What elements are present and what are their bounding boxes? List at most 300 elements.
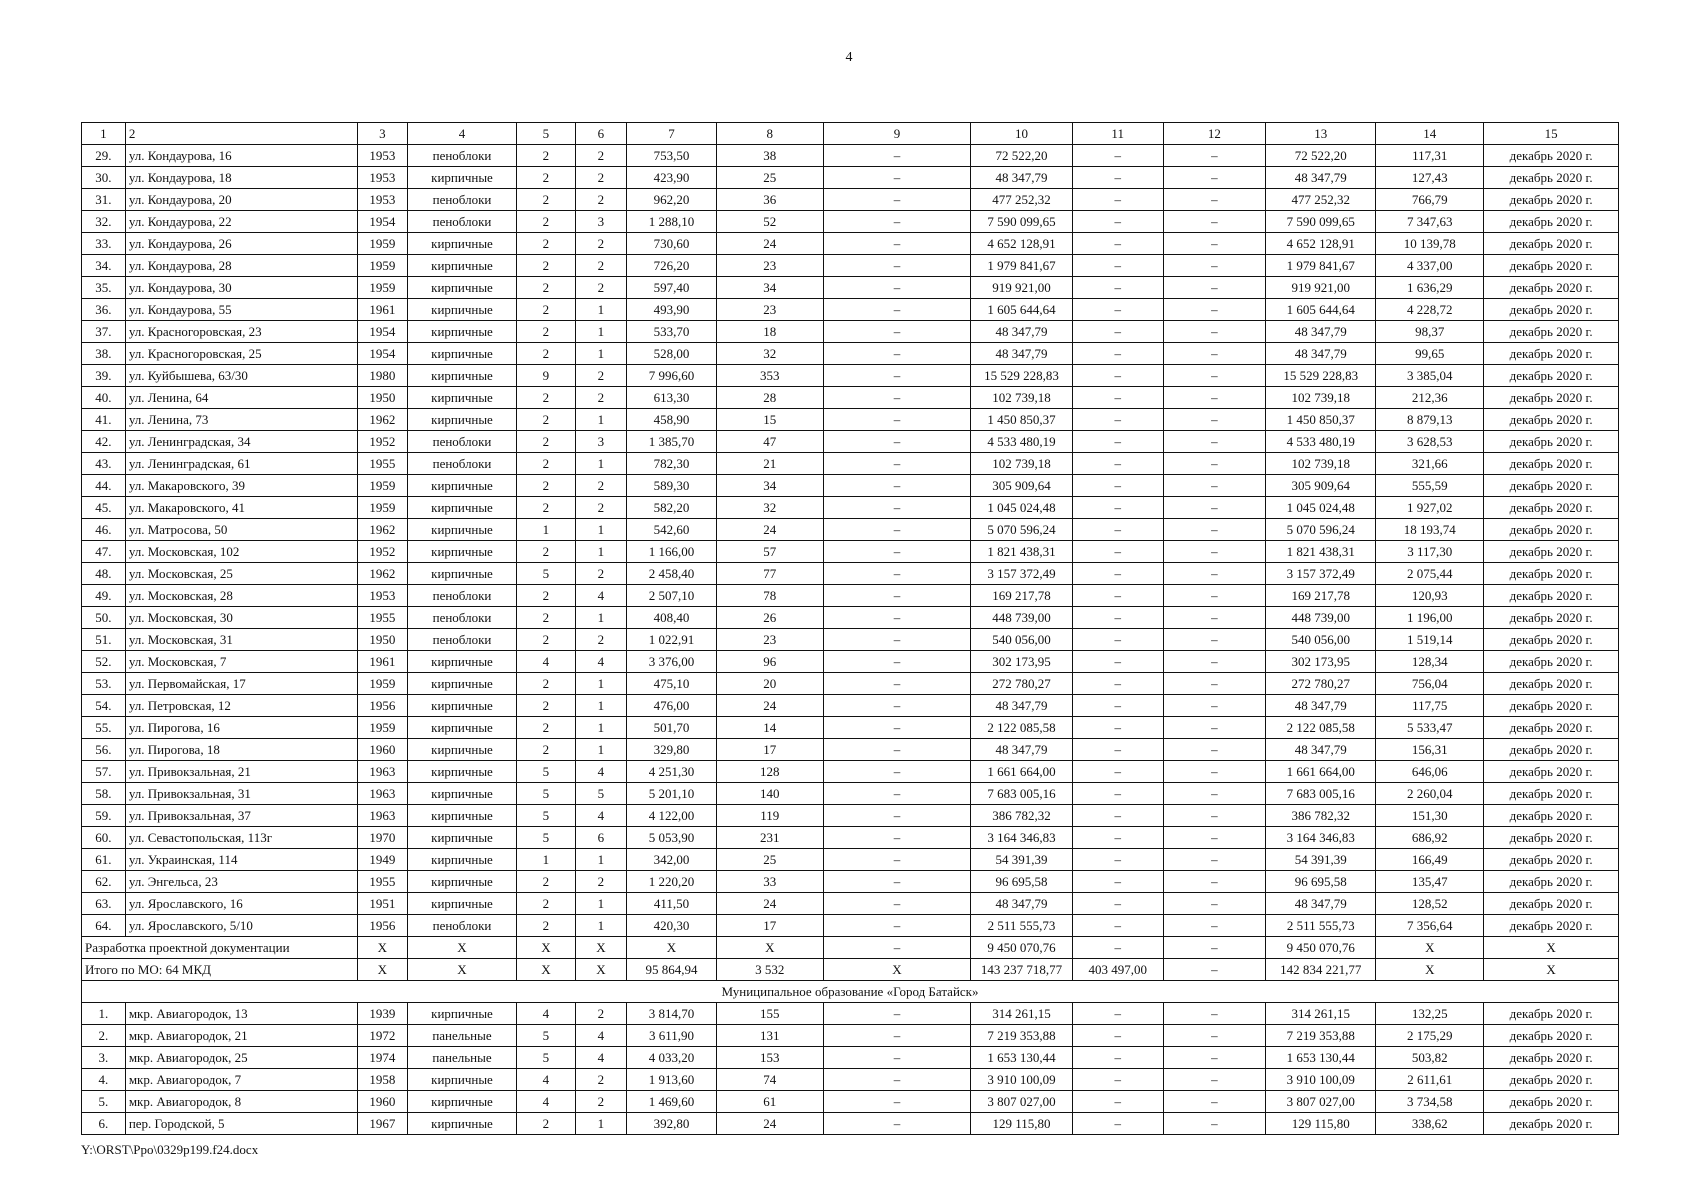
table-cell: X bbox=[1484, 937, 1619, 959]
table-row bbox=[82, 343, 1619, 365]
table-cell: 386 782,32 bbox=[971, 805, 1073, 827]
table-cell: 1 bbox=[575, 541, 626, 563]
table-cell: 35. bbox=[82, 277, 126, 299]
table-cell: 132,25 bbox=[1376, 1003, 1484, 1025]
table-cell: 4 bbox=[575, 651, 626, 673]
table-cell: – bbox=[823, 343, 971, 365]
table-row bbox=[82, 233, 1619, 255]
table-cell: 5. bbox=[82, 1091, 126, 1113]
table-cell: 3 385,04 bbox=[1376, 365, 1484, 387]
table-row bbox=[82, 497, 1619, 519]
table-cell: кирпичные bbox=[407, 233, 516, 255]
table-cell: – bbox=[823, 1069, 971, 1091]
table-cell: декабрь 2020 г. bbox=[1484, 893, 1619, 915]
table-cell: 58. bbox=[82, 783, 126, 805]
table-cell: – bbox=[1163, 255, 1266, 277]
table-cell: 48 347,79 bbox=[971, 321, 1073, 343]
table-cell: – bbox=[1072, 497, 1163, 519]
table-cell: 2 bbox=[517, 189, 576, 211]
table-cell: 1954 bbox=[357, 343, 407, 365]
table-cell: – bbox=[1163, 563, 1266, 585]
table-cell: 2 bbox=[517, 893, 576, 915]
table-cell: декабрь 2020 г. bbox=[1484, 805, 1619, 827]
table-cell: 1972 bbox=[357, 1025, 407, 1047]
table-cell: ул. Ярославского, 5/10 bbox=[125, 915, 357, 937]
table-cell: – bbox=[1163, 1047, 1266, 1069]
table-cell: – bbox=[1163, 343, 1266, 365]
table-cell: кирпичные bbox=[407, 805, 516, 827]
table-cell: кирпичные bbox=[407, 849, 516, 871]
table-cell: – bbox=[1072, 739, 1163, 761]
table-cell: 3 910 100,09 bbox=[1266, 1069, 1376, 1091]
table-cell: – bbox=[1163, 277, 1266, 299]
table-cell: X bbox=[823, 959, 971, 981]
table-cell: 127,43 bbox=[1376, 167, 1484, 189]
table-cell: ул. Ленинградская, 61 bbox=[125, 453, 357, 475]
table-cell: 9 bbox=[823, 123, 971, 145]
table-cell: 3 628,53 bbox=[1376, 431, 1484, 453]
table-cell: 1 bbox=[575, 409, 626, 431]
table-cell: 3 164 346,83 bbox=[971, 827, 1073, 849]
table-cell: 1 821 438,31 bbox=[1266, 541, 1376, 563]
table-cell: – bbox=[823, 629, 971, 651]
table-cell: 9 450 070,76 bbox=[971, 937, 1073, 959]
table-cell: 2 bbox=[517, 739, 576, 761]
table-cell: декабрь 2020 г. bbox=[1484, 585, 1619, 607]
table-cell: – bbox=[823, 387, 971, 409]
table-cell: ул. Кондаурова, 55 bbox=[125, 299, 357, 321]
table-cell: декабрь 2020 г. bbox=[1484, 255, 1619, 277]
table-row bbox=[82, 629, 1619, 651]
table-cell: 1960 bbox=[357, 739, 407, 761]
table-cell: 7 996,60 bbox=[627, 365, 717, 387]
table-cell: 1959 bbox=[357, 717, 407, 739]
table-row bbox=[82, 607, 1619, 629]
table-cell: 60. bbox=[82, 827, 126, 849]
table-cell: – bbox=[1072, 233, 1163, 255]
table-cell: – bbox=[1163, 783, 1266, 805]
table-cell: 4 652 128,91 bbox=[971, 233, 1073, 255]
table-cell: 51. bbox=[82, 629, 126, 651]
table-cell: 1 450 850,37 bbox=[971, 409, 1073, 431]
table-cell: 493,90 bbox=[627, 299, 717, 321]
table-row bbox=[82, 1003, 1619, 1025]
table-cell: 78 bbox=[716, 585, 823, 607]
table-cell: 23 bbox=[716, 255, 823, 277]
table-cell: – bbox=[823, 409, 971, 431]
table-cell: 4 122,00 bbox=[627, 805, 717, 827]
table-cell: – bbox=[1072, 607, 1163, 629]
table-cell: 3 910 100,09 bbox=[971, 1069, 1073, 1091]
table-cell: 338,62 bbox=[1376, 1113, 1484, 1135]
table-cell: – bbox=[823, 849, 971, 871]
table-cell: – bbox=[1163, 695, 1266, 717]
table-cell: декабрь 2020 г. bbox=[1484, 1025, 1619, 1047]
table-cell: 33. bbox=[82, 233, 126, 255]
table-cell: кирпичные bbox=[407, 255, 516, 277]
table-cell: 2 bbox=[517, 607, 576, 629]
table-cell: 2 bbox=[575, 277, 626, 299]
table-cell: кирпичные bbox=[407, 1113, 516, 1135]
table-cell: 501,70 bbox=[627, 717, 717, 739]
table-row bbox=[82, 673, 1619, 695]
table-cell: 52 bbox=[716, 211, 823, 233]
table-cell: 1 bbox=[575, 1113, 626, 1135]
table-cell: кирпичные bbox=[407, 387, 516, 409]
table-cell: 24 bbox=[716, 695, 823, 717]
table-cell: 48 347,79 bbox=[971, 893, 1073, 915]
table-cell: 2 bbox=[517, 915, 576, 937]
table-cell: 6 bbox=[575, 827, 626, 849]
table-cell: 1 bbox=[575, 607, 626, 629]
table-cell: 2 bbox=[517, 475, 576, 497]
table-cell: 44. bbox=[82, 475, 126, 497]
table-row bbox=[82, 849, 1619, 871]
table-cell: 151,30 bbox=[1376, 805, 1484, 827]
table-cell: 5 bbox=[517, 563, 576, 585]
table-cell: кирпичные bbox=[407, 563, 516, 585]
table-cell: 1 605 644,64 bbox=[1266, 299, 1376, 321]
table-cell: – bbox=[1163, 299, 1266, 321]
table-cell: декабрь 2020 г. bbox=[1484, 1113, 1619, 1135]
table-cell: – bbox=[1163, 453, 1266, 475]
table-cell: 43. bbox=[82, 453, 126, 475]
total-row bbox=[82, 959, 1619, 981]
table-cell: 2 bbox=[517, 321, 576, 343]
table-cell: – bbox=[1163, 233, 1266, 255]
table-cell: – bbox=[823, 497, 971, 519]
table-cell: 6 bbox=[575, 123, 626, 145]
table-cell: 1 653 130,44 bbox=[971, 1047, 1073, 1069]
table-cell: 528,00 bbox=[627, 343, 717, 365]
table-cell: 4 bbox=[517, 1091, 576, 1113]
table-cell: – bbox=[1072, 1047, 1163, 1069]
table-cell: 6. bbox=[82, 1113, 126, 1135]
table-cell: 36 bbox=[716, 189, 823, 211]
table-cell: пеноблоки bbox=[407, 453, 516, 475]
table-cell: декабрь 2020 г. bbox=[1484, 497, 1619, 519]
table-cell: – bbox=[1163, 849, 1266, 871]
table-cell: 59. bbox=[82, 805, 126, 827]
table-cell: 1 661 664,00 bbox=[1266, 761, 1376, 783]
table-cell: 2 bbox=[575, 387, 626, 409]
table-cell: – bbox=[823, 475, 971, 497]
table-cell: 3 807 027,00 bbox=[971, 1091, 1073, 1113]
table-cell: 730,60 bbox=[627, 233, 717, 255]
table-cell: 24 bbox=[716, 519, 823, 541]
table-cell: 169 217,78 bbox=[1266, 585, 1376, 607]
table-cell: – bbox=[823, 431, 971, 453]
table-cell: ул. Московская, 30 bbox=[125, 607, 357, 629]
table-cell: 62. bbox=[82, 871, 126, 893]
table-cell: – bbox=[1072, 321, 1163, 343]
table-cell: 1 bbox=[575, 695, 626, 717]
table-cell: – bbox=[1163, 321, 1266, 343]
table-row bbox=[82, 299, 1619, 321]
table-cell: – bbox=[823, 255, 971, 277]
table-cell: 52. bbox=[82, 651, 126, 673]
table-cell: ул. Кондаурова, 26 bbox=[125, 233, 357, 255]
table-cell: 1 bbox=[575, 717, 626, 739]
table-cell: 128,52 bbox=[1376, 893, 1484, 915]
table-cell: 1 022,91 bbox=[627, 629, 717, 651]
table-cell: – bbox=[823, 783, 971, 805]
table-cell: 48 347,79 bbox=[971, 739, 1073, 761]
table-cell: 4 228,72 bbox=[1376, 299, 1484, 321]
table-cell: декабрь 2020 г. bbox=[1484, 871, 1619, 893]
table-cell: 30. bbox=[82, 167, 126, 189]
table-cell: – bbox=[1072, 563, 1163, 585]
table-cell: 61. bbox=[82, 849, 126, 871]
table-cell: – bbox=[1072, 1091, 1163, 1113]
table-cell: ул. Макаровского, 41 bbox=[125, 497, 357, 519]
table-cell: – bbox=[1072, 343, 1163, 365]
table-cell: ул. Украинская, 114 bbox=[125, 849, 357, 871]
table-cell: 4 bbox=[517, 1069, 576, 1091]
table-cell: 2 bbox=[517, 585, 576, 607]
table-cell: – bbox=[823, 893, 971, 915]
table-cell: 1 bbox=[575, 849, 626, 871]
table-cell: 48 347,79 bbox=[1266, 343, 1376, 365]
table-cell: X bbox=[1376, 937, 1484, 959]
table-cell: – bbox=[1163, 1069, 1266, 1091]
table-cell: 5 bbox=[517, 783, 576, 805]
table-cell: – bbox=[823, 585, 971, 607]
table-cell: 4 bbox=[575, 761, 626, 783]
table-cell: 1955 bbox=[357, 453, 407, 475]
table-cell: кирпичные bbox=[407, 871, 516, 893]
table-cell: 96 bbox=[716, 651, 823, 673]
table-cell: 5 bbox=[517, 761, 576, 783]
table-cell: 4 bbox=[517, 651, 576, 673]
table-row bbox=[82, 409, 1619, 431]
table-cell: – bbox=[1072, 805, 1163, 827]
table-cell: – bbox=[823, 453, 971, 475]
table-cell: – bbox=[1072, 673, 1163, 695]
table-cell: 766,79 bbox=[1376, 189, 1484, 211]
table-cell: 8 bbox=[716, 123, 823, 145]
table-cell: 2 bbox=[575, 1069, 626, 1091]
table-cell: – bbox=[823, 365, 971, 387]
table-row bbox=[82, 717, 1619, 739]
table-cell: ул. Кондаурова, 20 bbox=[125, 189, 357, 211]
table-cell: 4 bbox=[575, 585, 626, 607]
table-cell: – bbox=[1163, 409, 1266, 431]
table-cell: 4 533 480,19 bbox=[1266, 431, 1376, 453]
table-cell: 7 683 005,16 bbox=[971, 783, 1073, 805]
table-cell: 54 391,39 bbox=[971, 849, 1073, 871]
table-cell: 1953 bbox=[357, 189, 407, 211]
table-cell: – bbox=[1072, 299, 1163, 321]
table-cell: ул. Ленина, 64 bbox=[125, 387, 357, 409]
table-cell: 2 bbox=[517, 167, 576, 189]
table-cell: 2 bbox=[517, 233, 576, 255]
table-cell: 423,90 bbox=[627, 167, 717, 189]
table-cell: 2 bbox=[517, 409, 576, 431]
table-cell: 1 979 841,67 bbox=[1266, 255, 1376, 277]
table-cell: 1959 bbox=[357, 497, 407, 519]
table-cell: – bbox=[1072, 1003, 1163, 1025]
table-cell: кирпичные bbox=[407, 827, 516, 849]
table-cell: – bbox=[823, 277, 971, 299]
table-cell: 74 bbox=[716, 1069, 823, 1091]
table-cell: – bbox=[1072, 651, 1163, 673]
table-cell: 2 458,40 bbox=[627, 563, 717, 585]
table-cell: декабрь 2020 г. bbox=[1484, 717, 1619, 739]
table-cell: 2 bbox=[575, 475, 626, 497]
section-title-row bbox=[82, 981, 1619, 1003]
table-cell: 102 739,18 bbox=[971, 453, 1073, 475]
table-cell: 2 bbox=[517, 211, 576, 233]
table-cell: 2 bbox=[517, 673, 576, 695]
table-cell: пеноблоки bbox=[407, 607, 516, 629]
table-cell: – bbox=[1072, 211, 1163, 233]
table-cell: 47. bbox=[82, 541, 126, 563]
table-cell: ул. Привокзальная, 21 bbox=[125, 761, 357, 783]
table-cell: – bbox=[823, 673, 971, 695]
table-cell: 726,20 bbox=[627, 255, 717, 277]
table-cell: 477 252,32 bbox=[971, 189, 1073, 211]
table-cell: 117,75 bbox=[1376, 695, 1484, 717]
table-cell: 2 bbox=[575, 629, 626, 651]
table-cell: 5 070 596,24 bbox=[1266, 519, 1376, 541]
table-cell: 272 780,27 bbox=[971, 673, 1073, 695]
table-cell: 1 469,60 bbox=[627, 1091, 717, 1113]
table-row bbox=[82, 365, 1619, 387]
table-cell: 1 661 664,00 bbox=[971, 761, 1073, 783]
table-cell: 2 511 555,73 bbox=[1266, 915, 1376, 937]
table-cell: 48 347,79 bbox=[1266, 893, 1376, 915]
table-cell: панельные bbox=[407, 1047, 516, 1069]
table-cell: – bbox=[1163, 761, 1266, 783]
table-cell: 3 532 bbox=[716, 959, 823, 981]
table-cell: 1951 bbox=[357, 893, 407, 915]
table-cell: 1954 bbox=[357, 211, 407, 233]
table-cell: ул. Московская, 7 bbox=[125, 651, 357, 673]
table-cell: 503,82 bbox=[1376, 1047, 1484, 1069]
table-cell: 57. bbox=[82, 761, 126, 783]
table-cell: 1 653 130,44 bbox=[1266, 1047, 1376, 1069]
table-cell: декабрь 2020 г. bbox=[1484, 1047, 1619, 1069]
table-cell: – bbox=[1072, 277, 1163, 299]
table-cell: ул. Севастопольская, 113г bbox=[125, 827, 357, 849]
table-cell: 10 bbox=[971, 123, 1073, 145]
table-cell: 7 590 099,65 bbox=[1266, 211, 1376, 233]
table-cell: – bbox=[823, 871, 971, 893]
table-row bbox=[82, 145, 1619, 167]
table-cell: – bbox=[823, 915, 971, 937]
table-cell: 12 bbox=[1163, 123, 1266, 145]
table-cell: 589,30 bbox=[627, 475, 717, 497]
table-cell: ул. Красногоровская, 23 bbox=[125, 321, 357, 343]
table-cell: – bbox=[1163, 651, 1266, 673]
table-cell: ул. Привокзальная, 31 bbox=[125, 783, 357, 805]
table-cell: – bbox=[823, 563, 971, 585]
table-cell: 1961 bbox=[357, 651, 407, 673]
table-cell: 753,50 bbox=[627, 145, 717, 167]
table-cell: – bbox=[1163, 629, 1266, 651]
table-cell: 1950 bbox=[357, 387, 407, 409]
table-cell: Разработка проектной документации bbox=[82, 937, 358, 959]
table-cell: кирпичные bbox=[407, 497, 516, 519]
table-cell: 102 739,18 bbox=[1266, 453, 1376, 475]
table-cell: декабрь 2020 г. bbox=[1484, 563, 1619, 585]
table-cell: декабрь 2020 г. bbox=[1484, 145, 1619, 167]
table-cell: ул. Пирогова, 16 bbox=[125, 717, 357, 739]
table-row bbox=[82, 255, 1619, 277]
table-cell: 1 636,29 bbox=[1376, 277, 1484, 299]
table-cell: ул. Московская, 31 bbox=[125, 629, 357, 651]
table-cell: 782,30 bbox=[627, 453, 717, 475]
table-cell: декабрь 2020 г. bbox=[1484, 695, 1619, 717]
table-cell: 2 bbox=[575, 1091, 626, 1113]
table-cell: декабрь 2020 г. bbox=[1484, 651, 1619, 673]
table-cell: 4 bbox=[517, 1003, 576, 1025]
table-cell: 57 bbox=[716, 541, 823, 563]
table-cell: 39. bbox=[82, 365, 126, 387]
table-cell: 2 bbox=[575, 871, 626, 893]
table-cell: 3 157 372,49 bbox=[1266, 563, 1376, 585]
table-cell: 128 bbox=[716, 761, 823, 783]
table-cell: 5 533,47 bbox=[1376, 717, 1484, 739]
table-cell: – bbox=[1072, 783, 1163, 805]
table-cell: 448 739,00 bbox=[1266, 607, 1376, 629]
table-cell: 169 217,78 bbox=[971, 585, 1073, 607]
table-cell: 5 bbox=[517, 827, 576, 849]
table-cell: 129 115,80 bbox=[971, 1113, 1073, 1135]
table-cell: Итого по МО: 64 МКД bbox=[82, 959, 358, 981]
table-cell: кирпичные bbox=[407, 717, 516, 739]
table-cell: 2 bbox=[575, 1003, 626, 1025]
table-cell: пеноблоки bbox=[407, 915, 516, 937]
table-cell: 1952 bbox=[357, 431, 407, 453]
table-cell: декабрь 2020 г. bbox=[1484, 189, 1619, 211]
table-cell: пеноблоки bbox=[407, 189, 516, 211]
table-cell: 8 879,13 bbox=[1376, 409, 1484, 431]
table-cell: 1 bbox=[575, 915, 626, 937]
table-cell: 7 219 353,88 bbox=[1266, 1025, 1376, 1047]
table-cell: X bbox=[357, 937, 407, 959]
table-row bbox=[82, 915, 1619, 937]
table-cell: 2 bbox=[517, 343, 576, 365]
table-cell: X bbox=[1484, 959, 1619, 981]
table-cell: 24 bbox=[716, 233, 823, 255]
table-cell: декабрь 2020 г. bbox=[1484, 1069, 1619, 1091]
table-cell: – bbox=[1072, 761, 1163, 783]
table-cell: 2 bbox=[517, 277, 576, 299]
table-cell: 1959 bbox=[357, 233, 407, 255]
table-cell: декабрь 2020 г. bbox=[1484, 915, 1619, 937]
table-cell: 1 bbox=[575, 519, 626, 541]
table-cell: 1963 bbox=[357, 783, 407, 805]
table-cell: 29. bbox=[82, 145, 126, 167]
table-cell: 135,47 bbox=[1376, 871, 1484, 893]
table-cell: 1 045 024,48 bbox=[971, 497, 1073, 519]
table-cell: – bbox=[1163, 915, 1266, 937]
table-cell: 3 bbox=[357, 123, 407, 145]
table-cell: – bbox=[1072, 145, 1163, 167]
table-cell: декабрь 2020 г. bbox=[1484, 1091, 1619, 1113]
table-row bbox=[82, 167, 1619, 189]
table-cell: пеноблоки bbox=[407, 629, 516, 651]
table-cell: декабрь 2020 г. bbox=[1484, 277, 1619, 299]
table-cell: 5 bbox=[517, 805, 576, 827]
table-cell: 54. bbox=[82, 695, 126, 717]
table-cell: 4 bbox=[575, 1025, 626, 1047]
table-cell: 212,36 bbox=[1376, 387, 1484, 409]
table-cell: 24 bbox=[716, 1113, 823, 1135]
table-cell: – bbox=[1163, 167, 1266, 189]
